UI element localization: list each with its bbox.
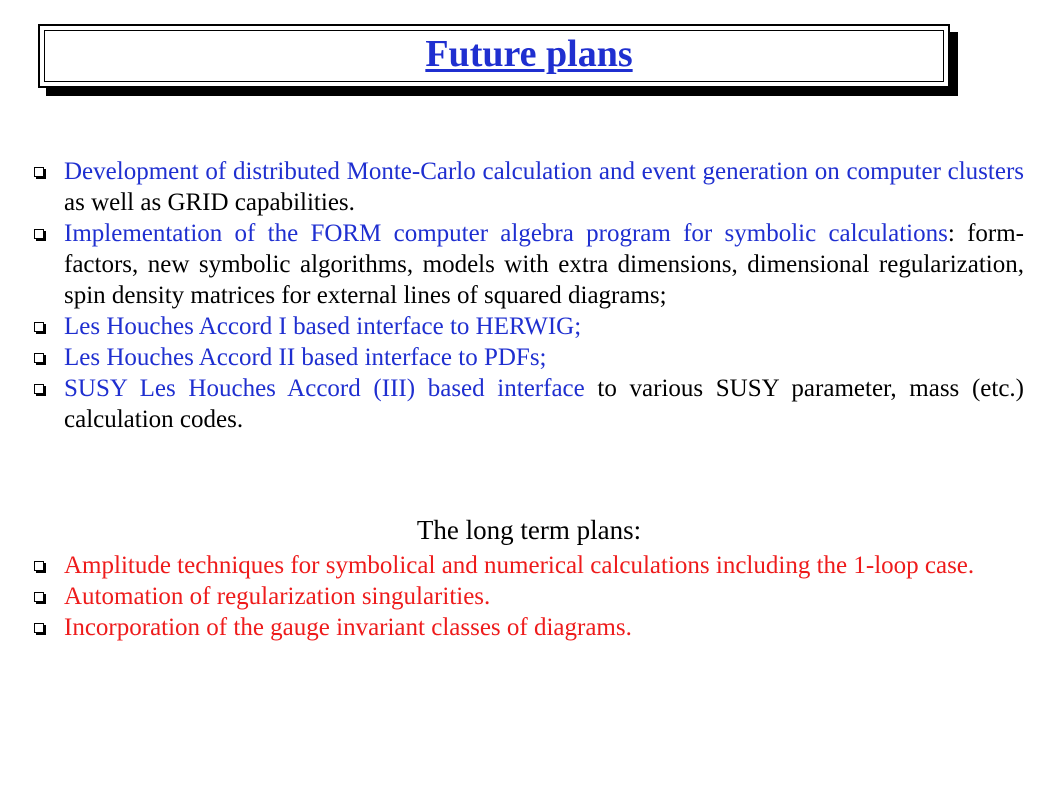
square-bullet-icon <box>34 623 44 633</box>
long-term-heading: The long term plans: <box>416 515 642 545</box>
long-term-plans-list <box>34 550 1024 643</box>
list-item <box>34 612 1024 643</box>
square-bullet-icon <box>34 592 44 602</box>
square-bullet-icon <box>34 322 44 332</box>
slide-title: Future plans <box>425 33 633 75</box>
list-item <box>34 156 1024 218</box>
item-highlight: Development of distributed Monte-Carlo calculation and event generation on computer clusters <box>64 158 1024 185</box>
square-bullet-icon <box>34 384 44 394</box>
item-highlight: Les Houches Accord I based interface to HERWIG; <box>64 313 582 340</box>
item-text: Automation of regularization singularities. <box>64 583 491 610</box>
list-item <box>34 550 1024 581</box>
item-text: : form-factors, new symbolic algorithms, models with extra dimensions, dimensional regularization, spin density matrices for external lines of squared diagrams; <box>64 220 1024 309</box>
future-plans-list <box>34 156 1024 435</box>
item-text: as well as GRID capabilities. <box>64 189 355 216</box>
list-item <box>34 373 1024 435</box>
square-bullet-icon <box>34 167 44 177</box>
list-item <box>34 581 1024 612</box>
square-bullet-icon <box>34 561 44 571</box>
item-text: Amplitude techniques for symbolical and numerical calculations including the 1-loop case. <box>64 552 975 579</box>
list-item <box>34 311 1024 342</box>
list-item <box>34 342 1024 373</box>
list-item <box>34 218 1024 311</box>
item-highlight: SUSY Les Houches Accord (III) based interface <box>64 375 585 402</box>
item-highlight: Les Houches Accord II based interface to PDFs; <box>64 344 547 371</box>
item-text: to various SUSY parameter, mass (etc.) calculation codes. <box>64 375 1024 433</box>
square-bullet-icon <box>34 353 44 363</box>
square-bullet-icon <box>34 229 44 239</box>
item-highlight: Implementation of the FORM computer algebra program for symbolic calculations <box>64 220 948 247</box>
item-text: Incorporation of the gauge invariant classes of diagrams. <box>64 614 632 641</box>
